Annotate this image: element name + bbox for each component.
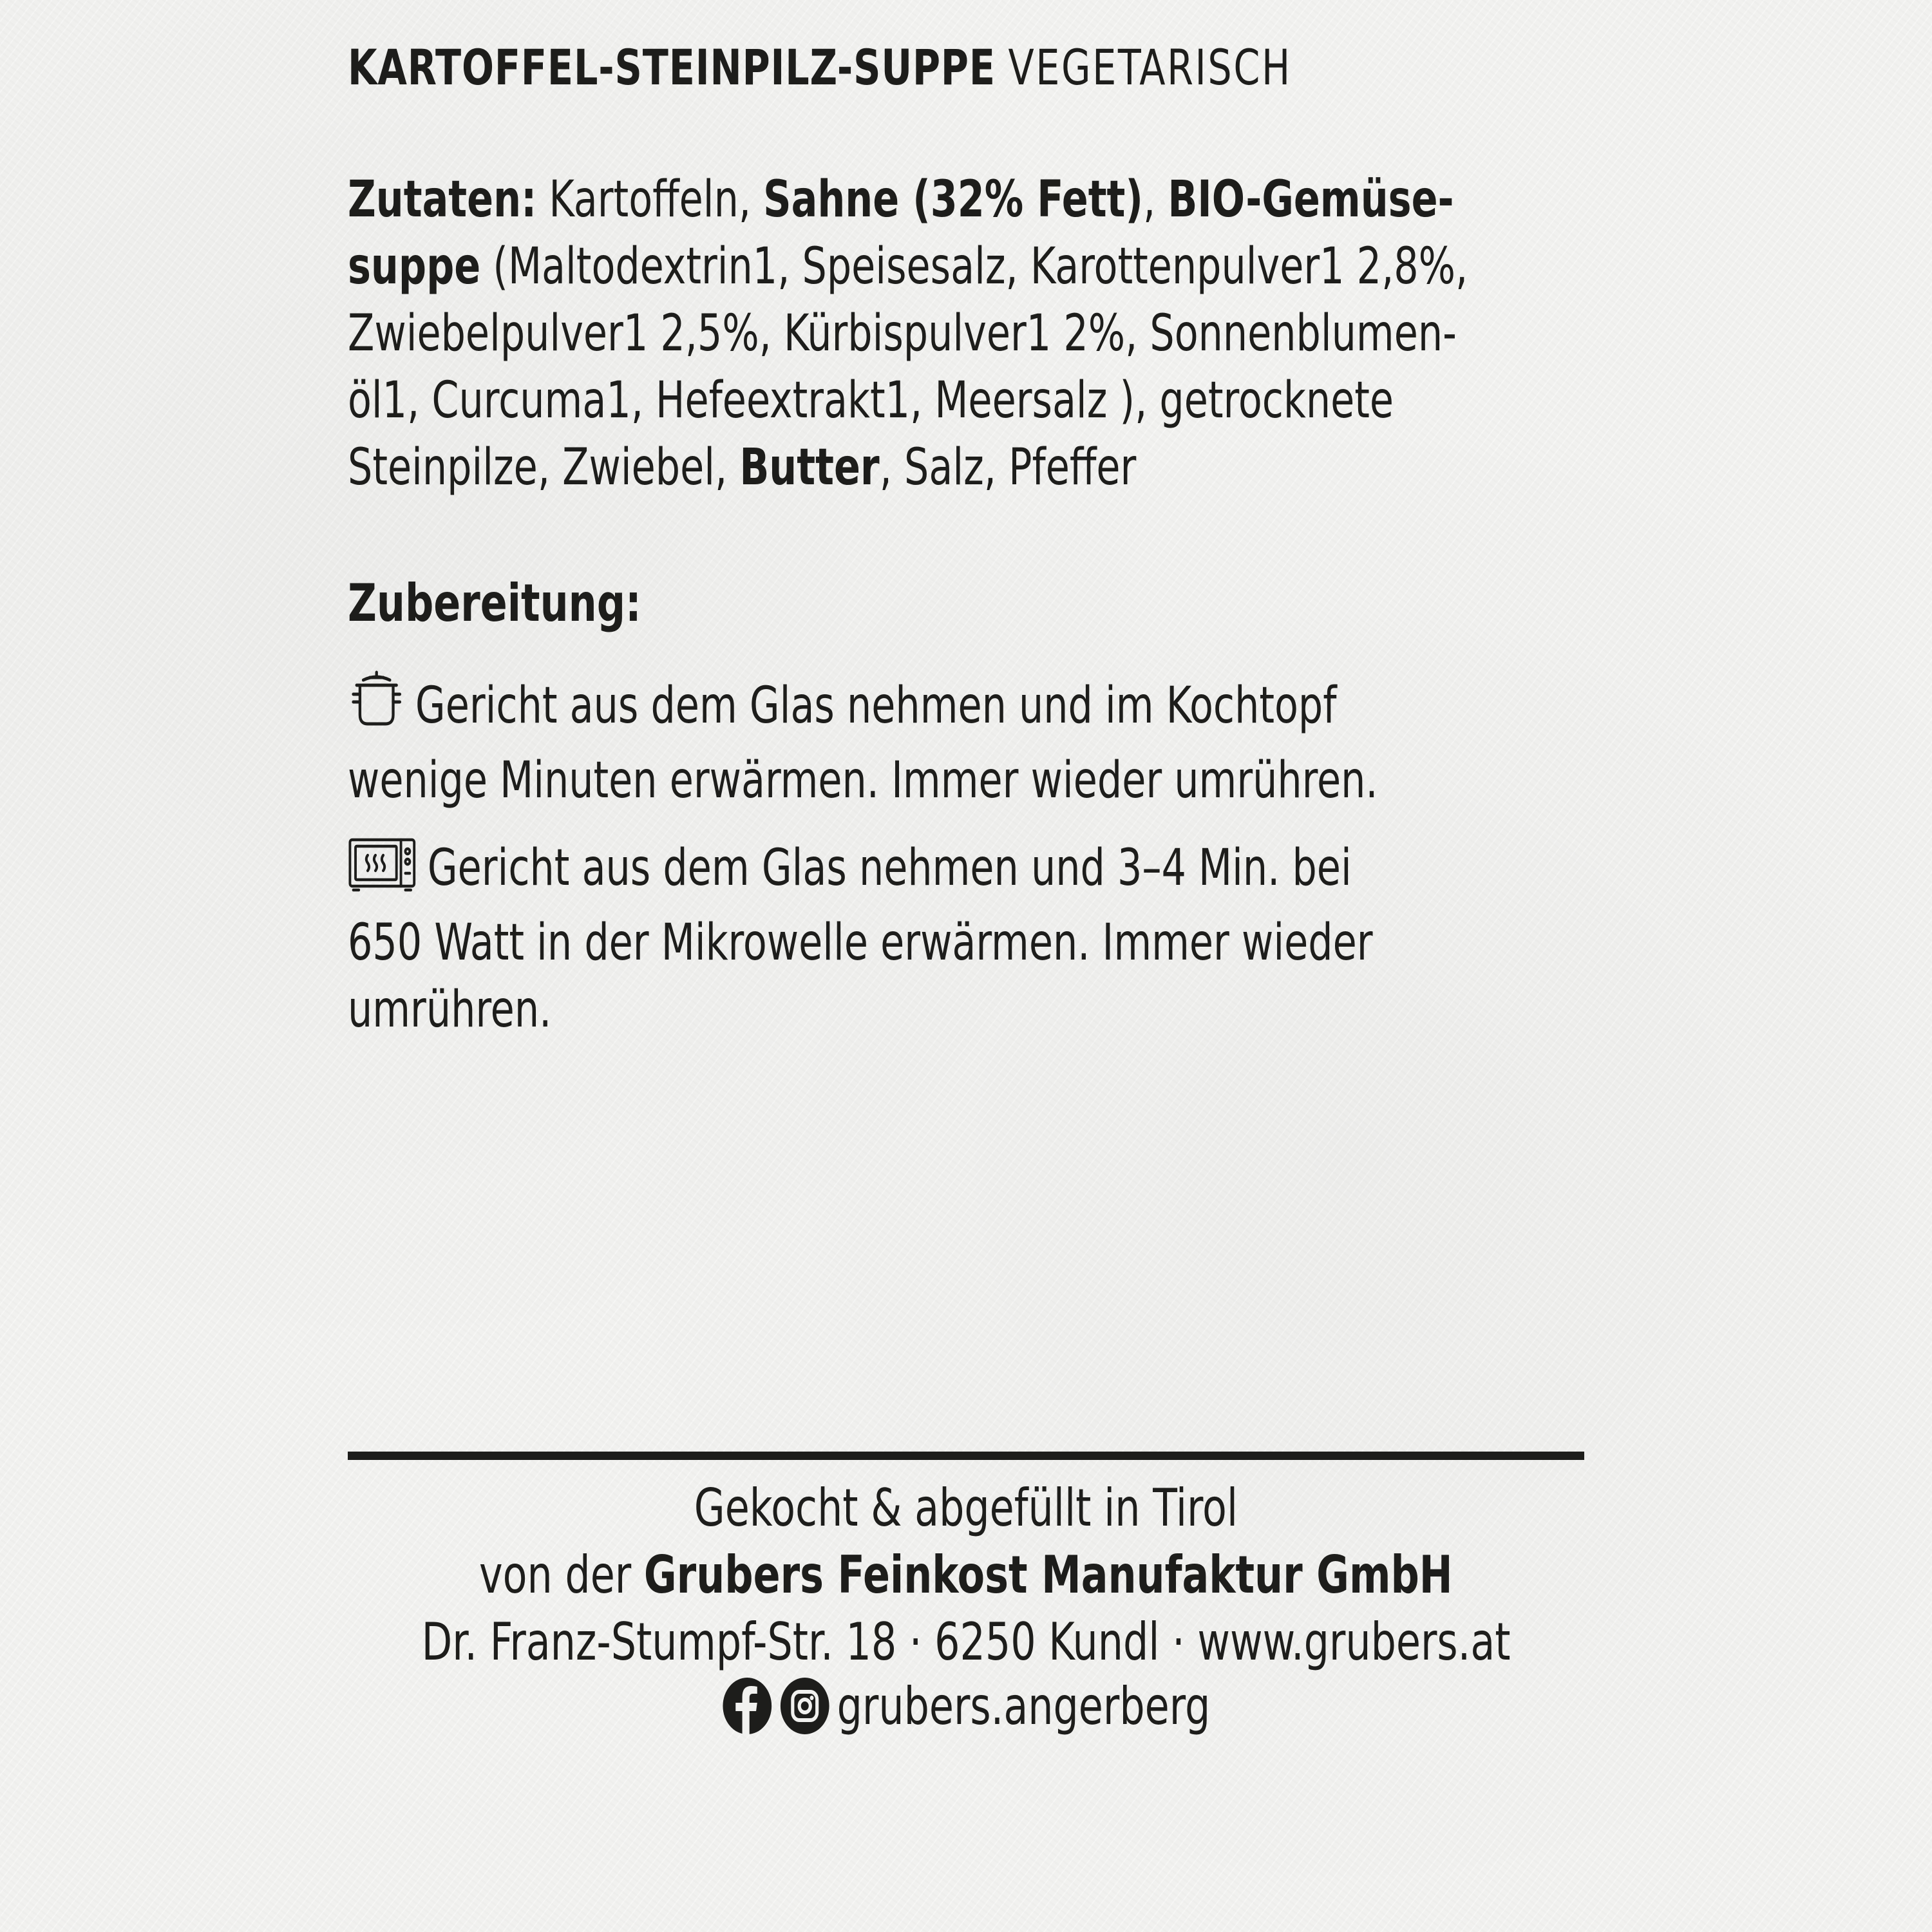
preparation-step-microwave	[348, 835, 1594, 1043]
footer-divider	[348, 1452, 1584, 1460]
preparation-step-pot	[348, 668, 1594, 814]
company-name: Grubers Feinkost Manufaktur GmbH	[644, 1545, 1453, 1605]
footer-origin-text: Gekocht & abgefüllt in Tirol	[694, 1478, 1238, 1538]
preparation-heading: Zubereitung:	[348, 573, 641, 633]
ingredients-text: öl1, Curcuma1, Hefeextrakt1, Meersalz ), getrocknete	[348, 372, 1394, 430]
microwave-icon	[348, 836, 417, 909]
step-text: Gericht aus dem Glas nehmen und 3–4 Min. bei	[427, 839, 1352, 897]
ingredients-text: Steinpilze, Zwiebel,	[348, 439, 740, 497]
allergen-suppe: suppe	[348, 238, 481, 296]
footer-social	[0, 1673, 1932, 1752]
footer-origin	[0, 1475, 1932, 1542]
social-handle[interactable]: grubers.angerberg	[837, 1676, 1211, 1736]
instagram-icon[interactable]	[779, 1676, 830, 1752]
ingredients-list	[348, 166, 1594, 501]
allergen-gemuese: BIO-Gemüse-	[1168, 171, 1454, 229]
product-category: VEGETARISCH	[1008, 39, 1292, 96]
footer-company-prefix: von der	[479, 1545, 645, 1605]
ingredients-text: , Salz, Pfeffer	[879, 439, 1137, 497]
ingredients-label: Zutaten:	[348, 171, 537, 229]
product-name: KARTOFFEL-STEINPILZ-SUPPE	[348, 39, 996, 96]
allergen-sahne: Sahne (32% Fett)	[763, 171, 1144, 229]
footer-company	[0, 1542, 1932, 1609]
cooking-pot-icon	[348, 668, 405, 747]
step-text: umrühren.	[348, 981, 552, 1039]
facebook-icon[interactable]	[722, 1676, 773, 1752]
footer-address-text: Dr. Franz-Stumpf-Str. 18 · 6250 Kundl · www.grubers.at	[421, 1612, 1511, 1672]
ingredients-text: Zwiebelpulver1 2,5%, Kürbispulver1 2%, Sonnenblumen-	[348, 305, 1457, 363]
step-text: 650 Watt in der Mikrowelle erwärmen. Immer wieder	[348, 914, 1373, 972]
step-text: wenige Minuten erwärmen. Immer wieder umrühren.	[348, 752, 1378, 810]
ingredients-text: ,	[1143, 171, 1168, 229]
ingredients-text: Kartoffeln,	[536, 171, 764, 229]
footer-address	[0, 1609, 1932, 1676]
step-text: Gericht aus dem Glas nehmen und im Kochtopf	[415, 677, 1337, 735]
allergen-butter: Butter	[739, 439, 880, 497]
ingredients-text: (Maltodextrin1, Speisesalz, Karottenpulver1 2,8%,	[480, 238, 1468, 296]
product-title	[348, 39, 1292, 96]
